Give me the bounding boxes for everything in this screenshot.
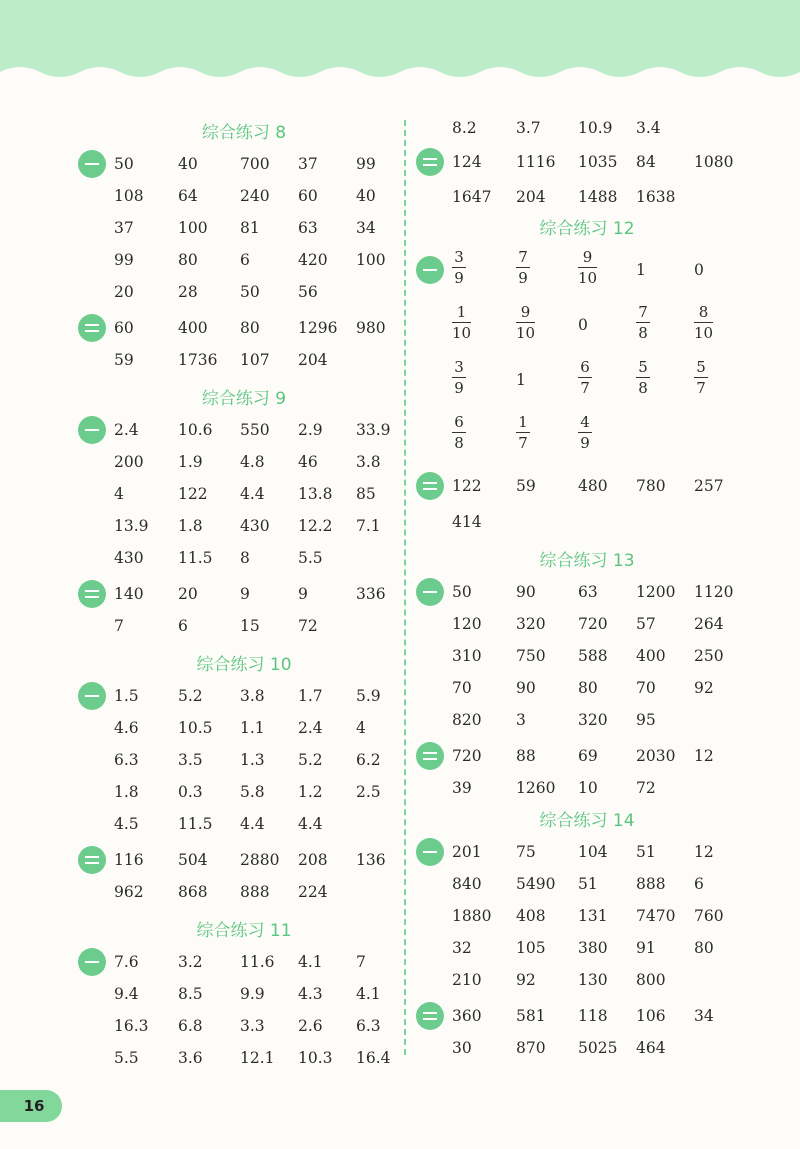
column-divider bbox=[404, 120, 406, 1055]
answer-cell: 12.2 bbox=[298, 517, 333, 535]
fraction bbox=[516, 413, 530, 452]
answer-cell: 7 bbox=[356, 953, 366, 971]
answer-cell: 1.5 bbox=[114, 687, 139, 705]
answer-cell: 20 bbox=[178, 585, 198, 603]
fraction-bar bbox=[516, 432, 530, 433]
denominator: 9 bbox=[454, 269, 464, 287]
fraction bbox=[516, 248, 530, 287]
section-title: 综合练习 13 bbox=[539, 551, 635, 571]
answer-cell: 5.2 bbox=[178, 687, 203, 705]
denominator: 7 bbox=[580, 379, 590, 397]
answer-cell: 264 bbox=[694, 615, 724, 633]
answer-cell: 6 bbox=[694, 875, 704, 893]
answer-cell: 204 bbox=[516, 188, 546, 206]
fraction-bar bbox=[452, 267, 466, 268]
answer-cell: 5025 bbox=[578, 1039, 618, 1057]
answer-cell: 116 bbox=[114, 851, 144, 869]
answer-cell: 99 bbox=[356, 155, 376, 173]
answer-cell: 10.3 bbox=[298, 1049, 333, 1067]
answer-cell: 200 bbox=[114, 453, 144, 471]
one-badge-icon bbox=[78, 948, 106, 976]
answer-cell: 39 bbox=[452, 779, 472, 797]
answer-cell: 2030 bbox=[636, 747, 676, 765]
answer-cell: 1116 bbox=[516, 153, 556, 171]
denominator: 9 bbox=[518, 269, 528, 287]
answer-cell: 750 bbox=[516, 647, 546, 665]
answer-cell: 10 bbox=[578, 779, 598, 797]
answer-cell: 962 bbox=[114, 883, 144, 901]
answer-cell: 72 bbox=[298, 617, 318, 635]
answer-cell: 360 bbox=[452, 1007, 482, 1025]
answer-cell: 80 bbox=[178, 251, 198, 269]
fraction-bar bbox=[694, 377, 708, 378]
answer-cell: 33.9 bbox=[356, 421, 391, 439]
denominator: 9 bbox=[580, 434, 590, 452]
answer-cell: 430 bbox=[114, 549, 144, 567]
answer-cell: 1736 bbox=[178, 351, 218, 369]
answer-cell: 870 bbox=[516, 1039, 546, 1057]
fraction bbox=[452, 358, 466, 397]
answer-cell: 1880 bbox=[452, 907, 492, 925]
answer-cell: 2.9 bbox=[298, 421, 323, 439]
two-badge-icon bbox=[416, 742, 444, 770]
answer-cell: 15 bbox=[240, 617, 260, 635]
answer-cell: 12.1 bbox=[240, 1049, 275, 1067]
answer-cell: 131 bbox=[578, 907, 608, 925]
answer-cell: 2.4 bbox=[298, 719, 323, 737]
answer-cell: 1035 bbox=[578, 153, 618, 171]
answer-cell: 4.5 bbox=[114, 815, 139, 833]
answer-cell: 2880 bbox=[240, 851, 280, 869]
answer-cell: 1 bbox=[636, 261, 646, 279]
fraction-bar bbox=[516, 322, 535, 323]
answer-cell: 20 bbox=[114, 283, 134, 301]
one-badge-icon bbox=[416, 256, 444, 284]
answer-cell: 210 bbox=[452, 971, 482, 989]
denominator: 8 bbox=[638, 324, 648, 342]
fraction bbox=[636, 358, 650, 397]
answer-cell: 1 bbox=[516, 371, 526, 389]
denominator: 10 bbox=[452, 324, 472, 342]
numerator: 5 bbox=[696, 358, 706, 376]
answer-cell: 8 bbox=[240, 549, 250, 567]
numerator: 3 bbox=[454, 248, 464, 266]
two-badge-icon bbox=[416, 148, 444, 176]
fraction bbox=[452, 248, 466, 287]
fraction-bar bbox=[636, 322, 650, 323]
answer-cell: 3.5 bbox=[178, 751, 203, 769]
fraction-bar bbox=[694, 322, 713, 323]
answer-cell: 3.8 bbox=[240, 687, 265, 705]
answer-cell: 5.2 bbox=[298, 751, 323, 769]
answer-cell: 310 bbox=[452, 647, 482, 665]
answer-cell: 550 bbox=[240, 421, 270, 439]
answer-cell: 10.6 bbox=[178, 421, 213, 439]
section-title: 综合练习 14 bbox=[539, 811, 635, 831]
fraction-bar bbox=[516, 267, 530, 268]
answer-cell: 1120 bbox=[694, 583, 734, 601]
answer-cell: 60 bbox=[114, 319, 134, 337]
answer-cell: 90 bbox=[516, 583, 536, 601]
answer-cell: 224 bbox=[298, 883, 328, 901]
answer-cell: 122 bbox=[452, 477, 482, 495]
answer-cell: 820 bbox=[452, 711, 482, 729]
answer-cell: 50 bbox=[114, 155, 134, 173]
answer-cell: 34 bbox=[356, 219, 376, 237]
denominator: 10 bbox=[578, 269, 598, 287]
answer-cell: 107 bbox=[240, 351, 270, 369]
answer-cell: 4.1 bbox=[356, 985, 381, 1003]
numerator: 6 bbox=[580, 358, 590, 376]
answer-cell: 7.6 bbox=[114, 953, 139, 971]
answer-cell: 4.4 bbox=[298, 815, 323, 833]
answer-cell: 1.2 bbox=[298, 783, 323, 801]
answer-cell: 70 bbox=[452, 679, 472, 697]
answer-cell: 7.1 bbox=[356, 517, 381, 535]
one-badge-icon bbox=[78, 150, 106, 178]
answer-cell: 204 bbox=[298, 351, 328, 369]
fraction bbox=[578, 248, 597, 287]
answer-cell: 64 bbox=[178, 187, 198, 205]
answer-cell: 888 bbox=[240, 883, 270, 901]
numerator: 7 bbox=[638, 303, 648, 321]
answer-cell: 780 bbox=[636, 477, 666, 495]
answer-cell: 3.3 bbox=[240, 1017, 265, 1035]
answer-cell: 3 bbox=[516, 711, 526, 729]
denominator: 8 bbox=[638, 379, 648, 397]
answer-cell: 420 bbox=[298, 251, 328, 269]
answer-cell: 92 bbox=[516, 971, 536, 989]
answer-cell: 0 bbox=[578, 316, 588, 334]
answer-cell: 1080 bbox=[694, 153, 734, 171]
answer-cell: 30 bbox=[452, 1039, 472, 1057]
answer-cell: 50 bbox=[240, 283, 260, 301]
answer-cell: 63 bbox=[578, 583, 598, 601]
denominator: 9 bbox=[454, 379, 464, 397]
section-title: 综合练习 8 bbox=[201, 123, 287, 143]
fraction bbox=[636, 303, 650, 342]
numerator: 4 bbox=[580, 413, 590, 431]
answer-cell: 840 bbox=[452, 875, 482, 893]
answer-cell: 1638 bbox=[636, 188, 676, 206]
fraction-bar bbox=[636, 377, 650, 378]
answer-cell: 104 bbox=[578, 843, 608, 861]
answer-cell: 72 bbox=[636, 779, 656, 797]
answer-cell: 2.4 bbox=[114, 421, 139, 439]
one-badge-icon bbox=[78, 682, 106, 710]
answer-cell: 4.3 bbox=[298, 985, 323, 1003]
one-badge-icon bbox=[416, 578, 444, 606]
answer-cell: 1647 bbox=[452, 188, 492, 206]
numerator: 5 bbox=[638, 358, 648, 376]
answer-cell: 6.2 bbox=[356, 751, 381, 769]
page-number: 16 bbox=[0, 1090, 62, 1122]
numerator: 9 bbox=[582, 248, 593, 266]
answer-cell: 1.8 bbox=[178, 517, 203, 535]
answer-cell: 106 bbox=[636, 1007, 666, 1025]
answer-cell: 250 bbox=[694, 647, 724, 665]
denominator: 8 bbox=[454, 434, 464, 452]
section-title: 综合练习 9 bbox=[201, 389, 287, 409]
section-title: 综合练习 10 bbox=[196, 655, 292, 675]
answer-cell: 40 bbox=[178, 155, 198, 173]
answer-cell: 400 bbox=[636, 647, 666, 665]
answer-cell: 92 bbox=[694, 679, 714, 697]
answer-cell: 100 bbox=[178, 219, 208, 237]
denominator: 7 bbox=[696, 379, 706, 397]
fraction-bar bbox=[578, 377, 592, 378]
answer-cell: 3.6 bbox=[178, 1049, 203, 1067]
answer-cell: 980 bbox=[356, 319, 386, 337]
answer-cell: 70 bbox=[636, 679, 656, 697]
fraction-bar bbox=[452, 322, 471, 323]
answer-cell: 10.9 bbox=[578, 119, 613, 137]
answer-cell: 69 bbox=[578, 747, 598, 765]
answer-cell: 51 bbox=[636, 843, 656, 861]
answer-cell: 99 bbox=[114, 251, 134, 269]
answer-cell: 140 bbox=[114, 585, 144, 603]
answer-cell: 400 bbox=[178, 319, 208, 337]
answer-cell: 80 bbox=[694, 939, 714, 957]
fraction bbox=[452, 413, 466, 452]
section-title: 综合练习 12 bbox=[539, 219, 635, 239]
answer-cell: 760 bbox=[694, 907, 724, 925]
two-badge-icon bbox=[78, 580, 106, 608]
answer-cell: 7 bbox=[114, 617, 124, 635]
numerator: 1 bbox=[518, 413, 528, 431]
answer-cell: 2.5 bbox=[356, 783, 381, 801]
answer-cell: 5.9 bbox=[356, 687, 381, 705]
answer-cell: 0 bbox=[694, 261, 704, 279]
answer-cell: 700 bbox=[240, 155, 270, 173]
answer-cell: 59 bbox=[516, 477, 536, 495]
answer-cell: 6 bbox=[178, 617, 188, 635]
answer-cell: 60 bbox=[298, 187, 318, 205]
answer-cell: 9.9 bbox=[240, 985, 265, 1003]
answer-cell: 59 bbox=[114, 351, 134, 369]
answer-cell: 56 bbox=[298, 283, 318, 301]
answer-cell: 75 bbox=[516, 843, 536, 861]
answer-cell: 6.8 bbox=[178, 1017, 203, 1035]
answer-cell: 4.4 bbox=[240, 815, 265, 833]
answer-cell: 320 bbox=[578, 711, 608, 729]
answer-cell: 0.3 bbox=[178, 783, 203, 801]
answer-cell: 63 bbox=[298, 219, 318, 237]
fraction-bar bbox=[452, 432, 466, 433]
fraction bbox=[452, 303, 471, 342]
answer-cell: 581 bbox=[516, 1007, 546, 1025]
answer-cell: 57 bbox=[636, 615, 656, 633]
answer-cell: 240 bbox=[240, 187, 270, 205]
answer-cell: 13.9 bbox=[114, 517, 149, 535]
answer-cell: 8.2 bbox=[452, 119, 477, 137]
denominator: 7 bbox=[518, 434, 528, 452]
answer-cell: 12 bbox=[694, 747, 714, 765]
answer-cell: 6.3 bbox=[356, 1017, 381, 1035]
answer-cell: 1296 bbox=[298, 319, 338, 337]
answer-cell: 3.4 bbox=[636, 119, 661, 137]
answer-cell: 1488 bbox=[578, 188, 618, 206]
answer-cell: 408 bbox=[516, 907, 546, 925]
answer-cell: 9.4 bbox=[114, 985, 139, 1003]
answer-cell: 37 bbox=[298, 155, 318, 173]
numerator: 7 bbox=[518, 248, 528, 266]
answer-cell: 7470 bbox=[636, 907, 676, 925]
numerator: 1 bbox=[456, 303, 467, 321]
answer-cell: 5.5 bbox=[298, 549, 323, 567]
answer-cell: 5490 bbox=[516, 875, 556, 893]
answer-cell: 81 bbox=[240, 219, 260, 237]
answer-cell: 888 bbox=[636, 875, 666, 893]
two-badge-icon bbox=[78, 846, 106, 874]
answer-cell: 11.5 bbox=[178, 549, 213, 567]
answer-cell: 16.4 bbox=[356, 1049, 391, 1067]
answer-cell: 34 bbox=[694, 1007, 714, 1025]
fraction bbox=[694, 303, 713, 342]
answer-cell: 124 bbox=[452, 153, 482, 171]
answer-cell: 1.1 bbox=[240, 719, 265, 737]
answer-cell: 130 bbox=[578, 971, 608, 989]
answer-cell: 1200 bbox=[636, 583, 676, 601]
answer-cell: 12 bbox=[694, 843, 714, 861]
answer-cell: 1.3 bbox=[240, 751, 265, 769]
fraction bbox=[578, 358, 592, 397]
fraction-bar bbox=[452, 377, 466, 378]
numerator: 8 bbox=[698, 303, 709, 321]
fraction bbox=[516, 303, 535, 342]
answer-cell: 430 bbox=[240, 517, 270, 535]
answer-cell: 4 bbox=[356, 719, 366, 737]
fraction bbox=[578, 413, 592, 452]
answer-cell: 10.5 bbox=[178, 719, 213, 737]
answer-cell: 4 bbox=[114, 485, 124, 503]
two-badge-icon bbox=[416, 472, 444, 500]
answer-cell: 4.6 bbox=[114, 719, 139, 737]
answer-cell: 868 bbox=[178, 883, 208, 901]
answer-cell: 3.2 bbox=[178, 953, 203, 971]
answer-cell: 5.8 bbox=[240, 783, 265, 801]
answer-cell: 1.7 bbox=[298, 687, 323, 705]
answer-cell: 6.3 bbox=[114, 751, 139, 769]
answer-cell: 208 bbox=[298, 851, 328, 869]
numerator: 3 bbox=[454, 358, 464, 376]
answer-cell: 201 bbox=[452, 843, 482, 861]
denominator: 10 bbox=[516, 324, 536, 342]
answer-cell: 95 bbox=[636, 711, 656, 729]
denominator: 10 bbox=[694, 324, 714, 342]
answer-cell: 11.6 bbox=[240, 953, 275, 971]
answer-cell: 320 bbox=[516, 615, 546, 633]
answer-cell: 51 bbox=[578, 875, 598, 893]
answer-cell: 32 bbox=[452, 939, 472, 957]
answer-cell: 108 bbox=[114, 187, 144, 205]
answer-cell: 414 bbox=[452, 513, 482, 531]
answer-cell: 480 bbox=[578, 477, 608, 495]
answer-cell: 380 bbox=[578, 939, 608, 957]
numerator: 6 bbox=[454, 413, 464, 431]
answer-cell: 37 bbox=[114, 219, 134, 237]
answer-cell: 9 bbox=[298, 585, 308, 603]
answer-cell: 50 bbox=[452, 583, 472, 601]
answer-cell: 100 bbox=[356, 251, 386, 269]
answer-cell: 6 bbox=[240, 251, 250, 269]
answer-cell: 464 bbox=[636, 1039, 666, 1057]
answer-cell: 11.5 bbox=[178, 815, 213, 833]
answer-cell: 1.8 bbox=[114, 783, 139, 801]
answer-cell: 3.7 bbox=[516, 119, 541, 137]
answer-cell: 336 bbox=[356, 585, 386, 603]
answer-cell: 4.4 bbox=[240, 485, 265, 503]
two-badge-icon bbox=[416, 1002, 444, 1030]
answer-cell: 4.8 bbox=[240, 453, 265, 471]
answer-cell: 84 bbox=[636, 153, 656, 171]
answer-cell: 91 bbox=[636, 939, 656, 957]
answer-cell: 8.5 bbox=[178, 985, 203, 1003]
answer-cell: 588 bbox=[578, 647, 608, 665]
answer-cell: 2.6 bbox=[298, 1017, 323, 1035]
fraction-bar bbox=[578, 267, 597, 268]
answer-cell: 120 bbox=[452, 615, 482, 633]
two-badge-icon bbox=[78, 314, 106, 342]
numerator: 9 bbox=[520, 303, 531, 321]
answer-cell: 80 bbox=[240, 319, 260, 337]
answer-cell: 16.3 bbox=[114, 1017, 149, 1035]
answer-cell: 504 bbox=[178, 851, 208, 869]
answer-cell: 80 bbox=[578, 679, 598, 697]
answer-cell: 85 bbox=[356, 485, 376, 503]
answer-cell: 720 bbox=[452, 747, 482, 765]
fraction bbox=[694, 358, 708, 397]
answer-cell: 28 bbox=[178, 283, 198, 301]
answer-cell: 257 bbox=[694, 477, 724, 495]
answer-cell: 46 bbox=[298, 453, 318, 471]
answer-cell: 1.9 bbox=[178, 453, 203, 471]
answer-cell: 13.8 bbox=[298, 485, 333, 503]
answer-cell: 122 bbox=[178, 485, 208, 503]
answer-cell: 9 bbox=[240, 585, 250, 603]
answer-cell: 118 bbox=[578, 1007, 608, 1025]
answer-cell: 5.5 bbox=[114, 1049, 139, 1067]
answer-cell: 88 bbox=[516, 747, 536, 765]
answer-cell: 105 bbox=[516, 939, 546, 957]
one-badge-icon bbox=[78, 416, 106, 444]
answer-cell: 720 bbox=[578, 615, 608, 633]
answer-cell: 40 bbox=[356, 187, 376, 205]
answer-cell: 136 bbox=[356, 851, 386, 869]
answer-cell: 1260 bbox=[516, 779, 556, 797]
answer-cell: 800 bbox=[636, 971, 666, 989]
fraction-bar bbox=[578, 432, 592, 433]
section-title: 综合练习 11 bbox=[196, 921, 292, 941]
answer-cell: 90 bbox=[516, 679, 536, 697]
answer-cell: 3.8 bbox=[356, 453, 381, 471]
one-badge-icon bbox=[416, 838, 444, 866]
answer-cell: 4.1 bbox=[298, 953, 323, 971]
